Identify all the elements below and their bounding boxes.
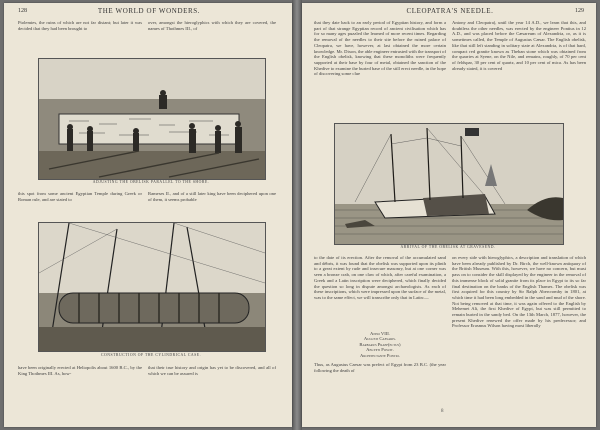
caption-adjusting-obelisk: ADJUSTING THE OBELISK PARALLEL TO THE SHORE. xyxy=(92,180,210,184)
inscription-line: Augusti Caesaris. xyxy=(363,336,397,342)
right-top-text-col1: that they date back to an early period of Egyptian history, and form a part of that strange Egyptian record of ancient civilisation which has for so many ages puzzled the learned of more recent times. Regarding the removal of the needles to their site before the ruined palace of Cleopatra, we have, however, at last obtained the more certain knowledge. Mr. Dixon, the able engineer entrusted with the transport of the English obelisk, knowing that these monoliths were frequently supported at their base by four of metal, obtained the sanction of the Khedive to examine the buried base of the still erect needle, in the hope of discovering some clue xyxy=(314,20,446,77)
book-gutter xyxy=(292,0,302,430)
right-bottom-text-col2: on every side with hieroglyphics, a description and translation of which have been already published by Dr. Birch, the well-known antiquary of the British Museum. With this, however, we have no concern, but must pass on to consider the skill displayed by the engineer in the removal of this immense block of solid granite from its place in Egypt to its so far final destination on the banks of the English Thames. The obelisk was first acquired for this country by Sir Ralph Abercromby in 1801, at which time it had been long embedded in the sand and mud of the shore. Not being removed at that time, it was again offered to the English by Mehemet Ali, the first Khedive of Egypt, but was still permitted to remain buried in the sandy bed. On the 13th March, 1877, however, the present Khedive renewed the offer made by his predecessor; and Professor Erasmus Wilson having most liberally xyxy=(452,255,586,329)
right-page xyxy=(302,3,596,427)
right-page-header xyxy=(316,7,584,19)
gravesend-ship-engraving xyxy=(335,124,563,244)
caption-arrival-gravesend: ARRIVAL OF THE OBELISK AT GRAVESEND. xyxy=(400,245,496,249)
illustration-adjusting-obelisk xyxy=(38,58,266,180)
left-top-text-col2: over, amongst the hieroglyphics with which they are covered, the names of Thothmes III., of xyxy=(148,20,276,31)
left-page-header xyxy=(18,7,280,19)
right-page-number: 129 xyxy=(575,8,584,14)
left-mid-text-col1: this spot from some ancient Egyptian Temple during Greek or Roman rule, and are stated to xyxy=(18,191,142,202)
left-bottom-text-col2: that their true history and origin has yet to be discovered, and all of which we can be assured is xyxy=(148,365,276,376)
right-bottom-text-col1-after: Thus, as Augustus Caesar was prefect of Egypt from 23 B.C. (the year following the death of xyxy=(314,362,446,373)
inscription-line: Anno VIII. xyxy=(370,331,390,336)
illustration-arrival-gravesend xyxy=(334,123,564,245)
latin-inscription xyxy=(314,331,446,358)
right-top-text-col2: Antony and Cleopatra), until the year 14 A.D., we learn that this, and doubtless the other needles, was erected by the engineer Pontius in 12 A.D., and was placed before the Cæsareum of Alexandria, or, as it is sometimes called, the Temple of Augustus Cæsar. The English obelisk, like that still left standing in solitary state at Alexandria, is of that hard, compact red granite known as Theban stone which was obtained from the quarries at Syene, on the Nile, and remains, roughly, of 70 per cent of feldspar, 30 per cent of quartz, and 10 per cent of mica. As has been already stated, it is covered xyxy=(452,20,586,71)
inscription-line: Barbarus Praef(ectus) xyxy=(359,341,401,347)
caption-cylindrical-case: CONSTRUCTION OF THE CYLINDRICAL CASE. xyxy=(100,353,202,357)
cylindrical-case-engraving xyxy=(39,223,265,351)
left-top-text-col1: Ptolemies, the ruins of which are not far distant; but later it was decided that they had been brought to xyxy=(18,20,142,31)
signature-mark: 8 xyxy=(441,409,444,414)
inscription-line: Aegypti Posuit. xyxy=(366,347,394,353)
right-bottom-text-col1: to the date of its erection. After the removal of the accumulated sand and débris, it was found that the obelisk was supported upon its plinth to a great extent by rude and insecure masonry, but at one corner was seen a bronze crab, on one claw of which, after careful examination, a Greek and a Latin inscription were deciphered, which finally decided the question so long in dispute amongst archaeologists. As each of these inscriptions, which were impressed upon the surface of the metal, was to the same effect, we will transcribe only that in Latin:— xyxy=(314,255,446,300)
right-page-running-title: CLEOPATRA'S NEEDLE. xyxy=(406,7,494,15)
illustration-cylindrical-case xyxy=(38,222,266,352)
left-page-number: 128 xyxy=(18,8,27,14)
left-bottom-text-col1: have been originally erected at Heliopolis about 1600 B.C., by the King Thothmes III. As, how- xyxy=(18,365,142,376)
left-mid-text-col2: Rameses II., and of a still later king have been deciphered upon one of them, it seems probable xyxy=(148,191,276,202)
obelisk-shore-engraving xyxy=(39,59,265,179)
right-bottom-col1 xyxy=(314,255,446,405)
left-page xyxy=(4,3,292,427)
left-page-running-title: THE WORLD OF WONDERS. xyxy=(97,7,201,15)
inscription-line: Architectante Pontio. xyxy=(360,352,400,358)
